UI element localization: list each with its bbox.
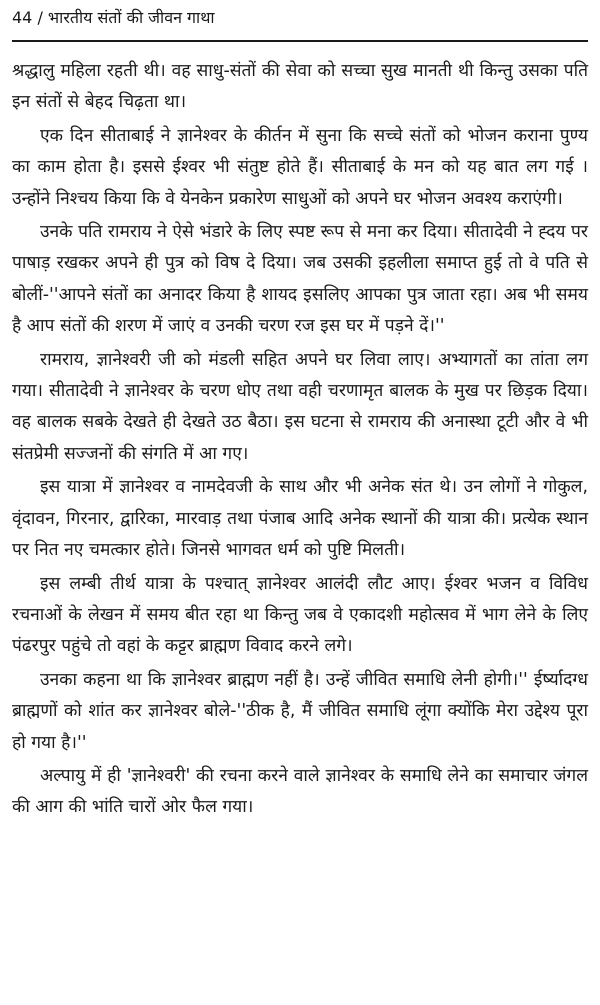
paragraph-2: एक दिन सीताबाई ने ज्ञानेश्वर के कीर्तन में सुना कि सच्चे संतों को भोजन कराना पुण्य का काम होता है। इससे ईश्वर भी संतुष्ट होते हैं। सीताबाई के मन को यह बात लग गई । उन्होंने निश्चय किया कि वे येनकेन प्रकारेण साधुओं को अपने घर भोजन अवश्य कराएंगी। (12, 125, 588, 209)
book-title: भारतीय संतों की जीवन गाथा (47, 8, 215, 27)
paragraph-4: रामराय, ज्ञानेश्वरी जी को मंडली सहित अपने घर लिवा लाए। अभ्यागतों का तांता लग गया। सीतादेवी ने ज्ञानेश्वर के चरण धोए तथा वही चरणामृत बालक के मुख पर छिड़क दिया। वह बालक सबके देखते ही देखते उठ बैठा। इस घटना से रामराय की अनास्था टूटी और वे भी संतप्रेमी सज्जनों की संगति में आ गए। (12, 349, 588, 464)
paragraph-5: इस यात्रा में ज्ञानेश्वर व नामदेवजी के साथ और भी अनेक संत थे। उन लोगों ने गोकुल, वृंदावन, गिरनार, द्वारिका, मारवाड़ तथा पंजाब आदि अनेक स्थानों की यात्रा की। प्रत्येक स्थान पर नित नए चमत्कार होते। जिनसे भागवत धर्म को पुष्टि मिलती। (12, 477, 588, 561)
page-number: 44 (12, 8, 33, 27)
paragraph-3: उनके पति रामराय ने ऐसे भंडारे के लिए स्पष्ट रूप से मना कर दिया। सीतादेवी ने ह्दय पर पाषाड़ रखकर अपने ही पुत्र को विष दे दिया। जब उसकी इहलीला समाप्त हुई तो वे पति से बोलीं-''आपने संतों का अनादर किया है शायद इसलिए आपका पुत्र जाता रहा। अब भी समय है आप संतों की शरण में जाएं व उनकी चरण रज इस घर में पड़ने दें।'' (12, 222, 588, 337)
page-body (12, 56, 588, 824)
paragraph-8: अल्पायु में ही 'ज्ञानेश्वरी' की रचना करने वाले ज्ञानेश्वर के समाधि लेने का समाचार जंगल की आग की भांति चारों ओर फैल गया। (12, 765, 588, 818)
paragraph-6: इस लम्बी तीर्थ यात्रा के पश्चात् ज्ञानेश्वर आलंदी लौट आए। ईश्वर भजन व विविध रचनाओं के लेखन में समय बीत रहा था किन्तु जब वे एकादशी महोत्सव में भाग लेने के लिए पंढरपुर पहुंचे तो वहां के कट्टर ब्राह्मण विवाद करने लगे। (12, 573, 588, 657)
paragraph-1: श्रद्धालु महिला रहती थी। वह साधु-संतों की सेवा को सच्चा सुख मानती थी किन्तु उसका पति इन संतों से बेहद चिढ़ता था। (12, 61, 588, 113)
running-header (12, 6, 588, 34)
header-separator: / (32, 8, 48, 27)
paragraph-7: उनका कहना था कि ज्ञानेश्वर ब्राह्मण नहीं है। उन्हें जीवित समाधि लेनी होगी।'' ईर्ष्यादग्ध ब्राह्मणों को शांत कर ज्ञानेश्वर बोले-''ठीक है, मैं जीवित समाधि लूंगा क्योंकि मेरा उद्देश्य पूरा हो गया है।'' (12, 669, 588, 753)
header-rule (12, 40, 588, 42)
